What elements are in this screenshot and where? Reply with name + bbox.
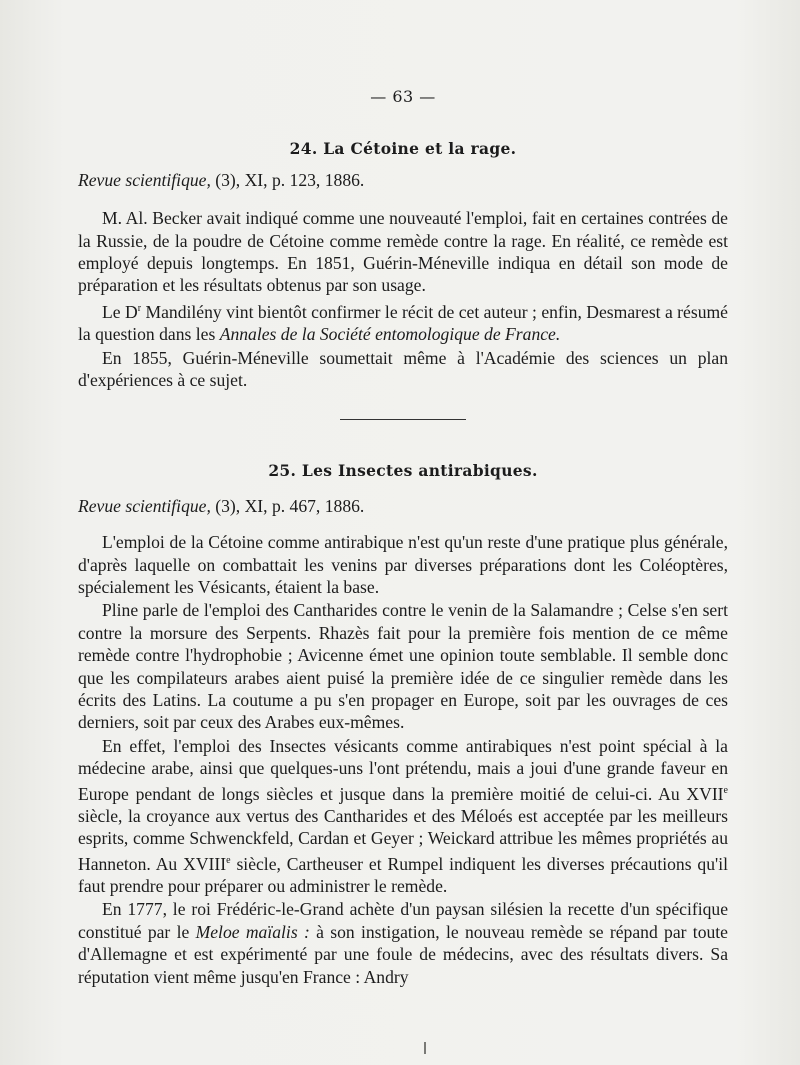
superscript: r (137, 302, 142, 314)
citation-details: (3), XI, p. 467, 1886. (210, 495, 365, 516)
species-italic: Meloe maïalis : (195, 921, 310, 942)
citation-journal: Revue scientifique, (78, 169, 211, 190)
paragraph-text: siècle, Cartheuser et Rumpel indiquent les diverses précautions qu'il faut prendre pour préparer ou administrer le remède. (78, 853, 728, 896)
citation (78, 495, 728, 517)
paragraph-text: à son instigation, le nouveau remède se répand par toute d'Allemagne et est expérimenté par une foule de médecins, avec des résultats divers. Sa réputation vient même jusqu'en France : Andry (78, 921, 728, 987)
superscript: e (723, 784, 728, 796)
paragraph: Pline parle de l'emploi des Cantharides contre le venin de la Salamandre ; Celse s'en sert contre la morsure des Serpents. Rhazès fait pour la première fois mention de ce même remède contre l'hydrophobie ; Avicenne émet une opinion toute semblable. Il semble donc que les compilateurs arabes aient puisé la première idée de ce singulier remède dans les écrits des Latins. La coutume a pu s'en propager en Europe, soit par les ouvrages de ces derniers, soit par ceux des Arabes eux-mêmes. (78, 600, 728, 733)
paragraph-text: En 1777, le roi Frédéric-le-Grand achète d'un paysan silésien la recette d'un spécifique constitué par le (78, 899, 728, 942)
paragraph-text: En effet, l'emploi des Insectes vésicants comme antirabiques n'est point spécial à la médecine arabe, ainsi que quelques-uns l'ont prétendu, mais a joui d'une grande faveur en Europe pendant de longs siècles et jusque dans la première moitié de celui-ci. Au XVII (78, 735, 728, 804)
paragraph (78, 298, 728, 346)
citation-details: (3), XI, p. 123, 1886. (210, 169, 365, 190)
paragraph: L'emploi de la Cétoine comme antirabique n'est qu'un reste d'une pratique plus générale, d'après laquelle on combattait les venins par diverses préparations dont les Coléoptères, spécialement les Vésicants, étaient la base. (78, 532, 728, 597)
paragraph-text: siècle, la croyance aux vertus des Cantharides et des Méloés est acceptée par les meilleurs esprits, comme Schwenckfeld, Cardan et Geyer ; Weickard attribue les mêmes propriétés au Hanneton. Au XVIII (78, 805, 728, 874)
superscript: e (226, 854, 231, 866)
paragraph (78, 898, 728, 988)
page-number: — 63 — (370, 87, 436, 106)
citation-journal: Revue scientifique, (78, 495, 211, 516)
page-mark (424, 1042, 426, 1054)
section-divider (340, 419, 466, 420)
paragraph-text: Mandilény vint bientôt confirmer le récit de cet auteur ; enfin, Desmarest a résumé la question dans les (78, 301, 728, 345)
section-24 (78, 138, 728, 391)
paragraph (78, 735, 728, 898)
citation (78, 169, 728, 191)
paragraph-text: Le D (102, 301, 138, 322)
section-25 (78, 460, 728, 988)
section-title: 24. La Cétoine et la rage. (289, 139, 517, 159)
paragraph: M. Al. Becker avait indiqué comme une nouveauté l'emploi, fait en certaines contrées de la Russie, de la poudre de Cétoine comme remède contre la rage. En réalité, ce remède est employé depuis longtemps. En 1851, Guérin-Méneville indiqua en détail son mode de préparation et les résultats obtenus par son usage. (78, 208, 728, 296)
paragraph: En 1855, Guérin-Méneville soumettait même à l'Académie des sciences un plan d'expériences à ce sujet. (78, 347, 728, 390)
section-title: 25. Les Insectes antirabiques. (268, 461, 538, 481)
page-content (78, 86, 728, 988)
journal-title-italic: Annales de la Société entomologique de France. (219, 324, 561, 345)
